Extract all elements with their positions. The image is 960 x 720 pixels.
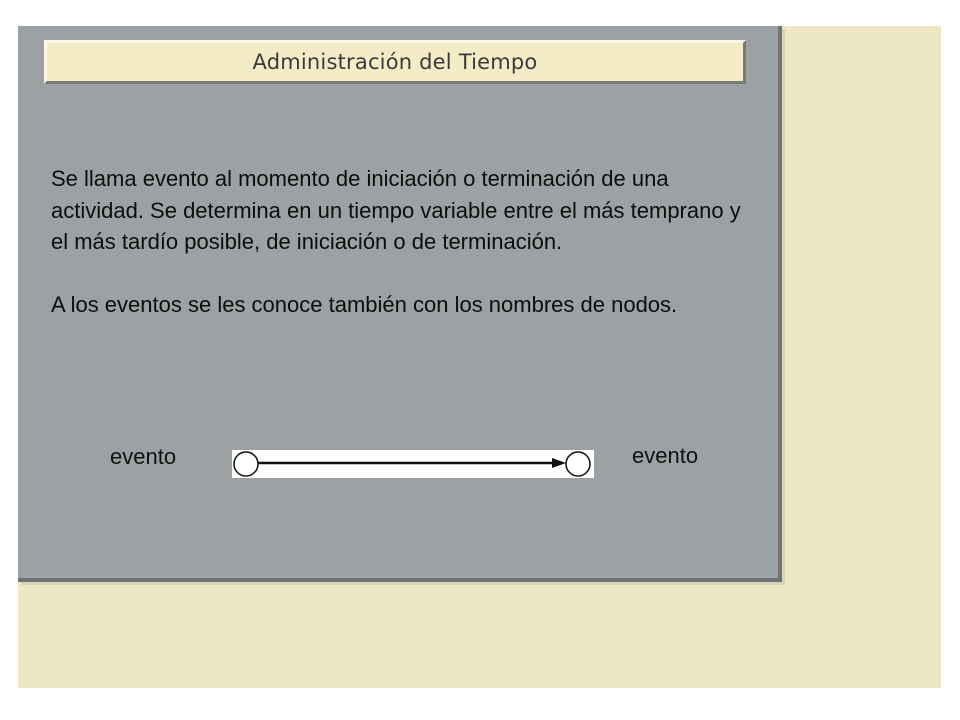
end-node-icon <box>566 452 590 476</box>
paragraph-definition: Se llama evento al momento de iniciación o terminación de una actividad. Se determina en un tiempo variable entre el más temprano y el más tardío posible, de iniciación o de terminación. <box>51 166 741 254</box>
slide-title: Administración del Tiempo <box>252 50 538 74</box>
activity-arrow-diagram <box>232 450 594 478</box>
arrowhead-icon <box>552 458 566 468</box>
event-label-right: evento <box>632 443 699 468</box>
content-panel <box>18 26 782 582</box>
paragraph-nodes: A los eventos se les conoce también con los nombres de nodos. <box>51 291 678 317</box>
title-bar <box>44 40 746 84</box>
slide <box>18 26 941 688</box>
start-node-icon <box>234 452 258 476</box>
body-text <box>51 163 761 320</box>
event-label-left: evento <box>110 444 177 469</box>
activity-arrow-svg <box>232 450 594 478</box>
